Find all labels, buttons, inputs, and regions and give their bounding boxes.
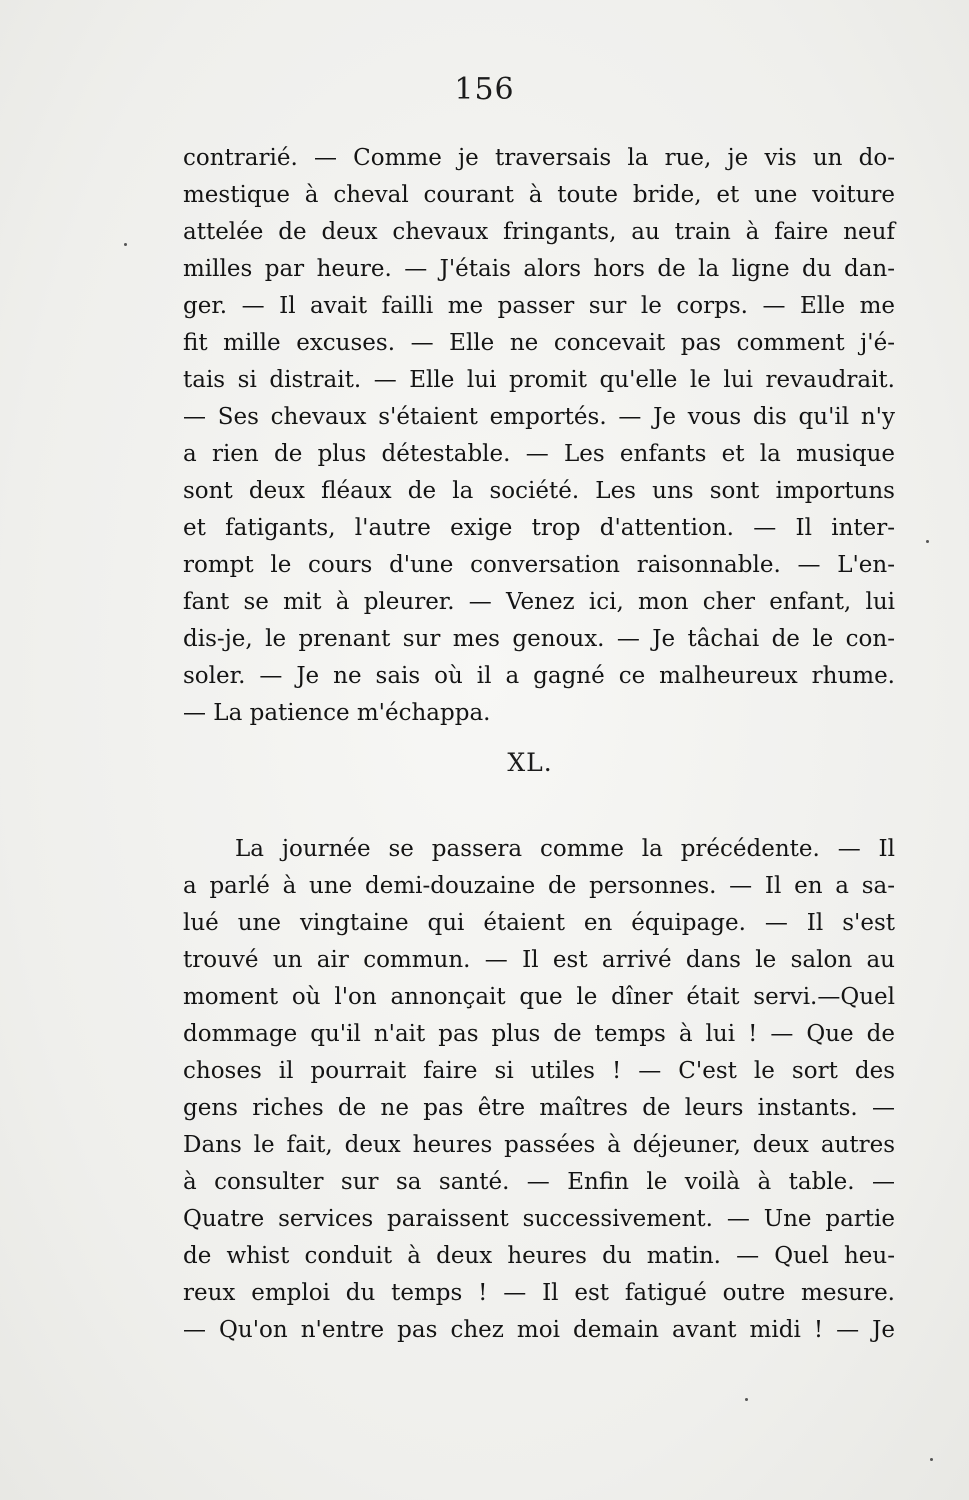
text-line: gens riches de ne pas être maîtres de leurs instants. — <box>183 1095 895 1121</box>
text-line: contrarié. — Comme je traversais la rue, je vis un do- <box>183 145 895 171</box>
text-line: lué une vingtaine qui étaient en équipage. — Il s'est <box>183 910 895 936</box>
text-line: fit mille excuses. — Elle ne concevait pas comment j'é- <box>183 330 895 356</box>
text-line: mestique à cheval courant à toute bride, et une voiture <box>183 182 895 208</box>
paragraph-1 <box>183 140 895 732</box>
text-line: tais si distrait. — Elle lui promit qu'elle le lui revaudrait. <box>183 367 895 393</box>
paper-speck <box>930 1458 933 1461</box>
text-line: a rien de plus détestable. — Les enfants et la musique <box>183 441 895 467</box>
text-line: Quatre services paraissent successivement. — Une partie <box>183 1206 895 1232</box>
paper-speck <box>926 540 929 543</box>
text-line: — Ses chevaux s'étaient emportés. — Je vous dis qu'il n'y <box>183 404 895 430</box>
paper-speck <box>124 243 127 246</box>
text-line: ger. — Il avait failli me passer sur le corps. — Elle me <box>183 293 895 319</box>
text-line: moment où l'on annonçait que le dîner était servi.—Quel <box>183 984 895 1010</box>
text-line: trouvé un air commun. — Il est arrivé dans le salon au <box>183 947 895 973</box>
page-number: 156 <box>454 72 515 107</box>
paper-speck <box>745 1398 748 1401</box>
text-line: à consulter sur sa santé. — Enfin le voilà à table. — <box>183 1169 895 1195</box>
text-line: sont deux fléaux de la société. Les uns sont importuns <box>183 478 895 504</box>
text-line: Dans le fait, deux heures passées à déjeuner, deux autres <box>183 1132 895 1158</box>
text-line: — Qu'on n'entre pas chez moi demain avant midi ! — Je <box>183 1317 895 1343</box>
text-line: attelée de deux chevaux fringants, au train à faire neuf <box>183 219 895 245</box>
text-line: a parlé à une demi-douzaine de personnes. — Il en a sa- <box>183 873 895 899</box>
text-line: choses il pourrait faire si utiles ! — C'est le sort des <box>183 1058 895 1084</box>
text-line: rompt le cours d'une conversation raisonnable. — L'en- <box>183 552 895 578</box>
text-line: de whist conduit à deux heures du matin. — Quel heu- <box>183 1243 895 1269</box>
text-line: et fatigants, l'autre exige trop d'attention. — Il inter- <box>183 515 895 541</box>
text-line: soler. — Je ne sais où il a gagné ce malheureux rhume. <box>183 663 895 689</box>
text-line: — La patience m'échappa. <box>183 700 491 726</box>
text-line: dis-je, le prenant sur mes genoux. — Je tâchai de le con- <box>183 626 895 652</box>
text-line: dommage qu'il n'ait pas plus de temps à lui ! — Que de <box>183 1021 895 1047</box>
paragraph-2 <box>183 831 895 1349</box>
section-heading: XL. <box>507 748 553 777</box>
text-line: reux emploi du temps ! — Il est fatigué outre mesure. <box>183 1280 895 1306</box>
text-line: La journée se passera comme la précédente. — Il <box>235 836 895 862</box>
text-line: fant se mit à pleurer. — Venez ici, mon cher enfant, lui <box>183 589 895 615</box>
text-line: milles par heure. — J'étais alors hors de la ligne du dan- <box>183 256 895 282</box>
